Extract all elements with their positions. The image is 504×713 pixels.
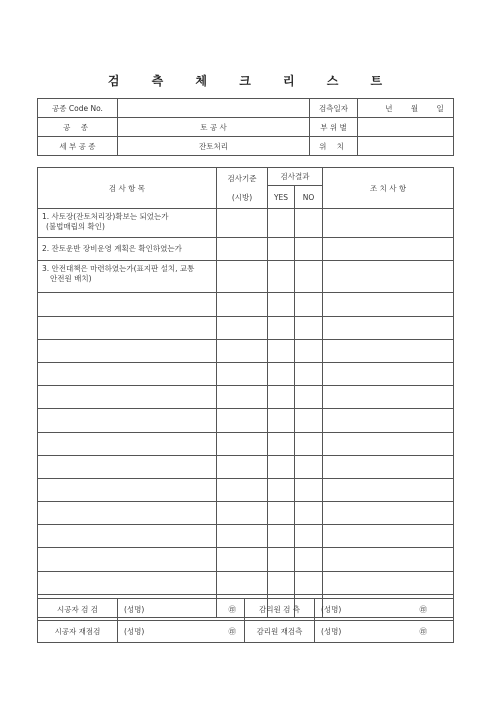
standard-cell[interactable] (217, 432, 268, 455)
item-cell[interactable] (38, 455, 217, 478)
name-placeholder: (성명) (124, 627, 145, 636)
seal-icon: ㊞ (419, 605, 427, 614)
item-cell[interactable] (38, 525, 217, 548)
name-placeholder: (성명) (124, 605, 145, 614)
yes-cell[interactable] (268, 409, 295, 432)
location-value[interactable] (358, 137, 454, 156)
standard-cell[interactable] (217, 261, 268, 293)
sub-work-label: 세 부 공 종 (38, 137, 118, 156)
blank-row (38, 478, 454, 501)
yes-cell[interactable] (268, 293, 295, 316)
no-cell[interactable] (295, 455, 323, 478)
contractor-recheck-signature[interactable] (118, 621, 245, 643)
blank-row (38, 432, 454, 455)
item-cell[interactable] (38, 386, 217, 409)
yes-cell[interactable] (268, 525, 295, 548)
check-item-3-line2: 안전원 배치) (50, 274, 92, 284)
item-cell[interactable] (38, 409, 217, 432)
project-code-label: 공종 Code No. (38, 99, 118, 118)
check-item-3 (38, 261, 217, 293)
item-cell[interactable] (38, 362, 217, 385)
item-cell[interactable] (38, 478, 217, 501)
standard-cell[interactable] (217, 386, 268, 409)
blank-row (38, 386, 454, 409)
blank-row (38, 362, 454, 385)
action-cell[interactable] (323, 455, 454, 478)
no-cell[interactable] (295, 409, 323, 432)
contractor-recheck-label: 시공자 재점검 (38, 621, 118, 643)
date-day: 일 (436, 103, 444, 113)
col-header-standard-line1: 검사기준 (227, 174, 257, 184)
action-cell[interactable] (323, 478, 454, 501)
header-info-table (37, 98, 454, 156)
check-item-1-line1: 1. 사토장(잔토처리장)확보는 되었는가 (42, 212, 169, 222)
blank-row (38, 502, 454, 525)
blank-row (38, 293, 454, 316)
col-header-standard-line2: (시방) (231, 193, 253, 203)
blank-row (38, 409, 454, 432)
location-label: 위 치 (310, 137, 358, 156)
no-cell[interactable] (295, 238, 323, 261)
item-cell[interactable] (38, 316, 217, 339)
standard-cell[interactable] (217, 293, 268, 316)
no-cell[interactable] (295, 261, 323, 293)
no-cell[interactable] (295, 502, 323, 525)
action-cell[interactable] (323, 409, 454, 432)
part-label: 부 위 별 (310, 118, 358, 137)
standard-cell[interactable] (217, 409, 268, 432)
action-cell[interactable] (323, 293, 454, 316)
standard-cell[interactable] (217, 316, 268, 339)
work-type-value: 토 공 사 (118, 118, 310, 137)
no-cell[interactable] (295, 293, 323, 316)
action-cell[interactable] (323, 525, 454, 548)
col-header-yes: YES (268, 186, 295, 209)
no-cell[interactable] (295, 209, 323, 238)
inspection-date-value[interactable] (358, 99, 454, 118)
col-header-action: 조 치 사 항 (323, 168, 454, 209)
item-cell[interactable] (38, 293, 217, 316)
yes-cell[interactable] (268, 478, 295, 501)
action-cell[interactable] (323, 548, 454, 571)
supervisor-check-signature[interactable] (315, 599, 454, 621)
no-cell[interactable] (295, 548, 323, 571)
part-value[interactable] (358, 118, 454, 137)
seal-icon: ㊞ (228, 605, 236, 614)
seal-icon: ㊞ (228, 627, 236, 636)
col-header-standard (217, 168, 268, 209)
supervisor-recheck-signature[interactable] (315, 621, 454, 643)
sub-work-value: 잔토처리 (118, 137, 310, 156)
yes-cell[interactable] (268, 209, 295, 238)
action-cell[interactable] (323, 386, 454, 409)
blank-row (38, 525, 454, 548)
check-item-1-line2: (불법매립의 확인) (46, 222, 105, 232)
no-cell[interactable] (295, 362, 323, 385)
no-cell[interactable] (295, 478, 323, 501)
blank-row (38, 339, 454, 362)
blank-row (38, 316, 454, 339)
item-cell[interactable] (38, 502, 217, 525)
date-year: 년 (385, 103, 393, 113)
standard-cell[interactable] (217, 525, 268, 548)
yes-cell[interactable] (268, 502, 295, 525)
action-cell[interactable] (323, 209, 454, 238)
standard-cell[interactable] (217, 548, 268, 571)
signature-table (37, 598, 454, 643)
project-code-value[interactable] (118, 99, 310, 118)
action-cell[interactable] (323, 571, 454, 594)
no-cell[interactable] (295, 316, 323, 339)
standard-cell[interactable] (217, 502, 268, 525)
contractor-check-signature[interactable] (118, 599, 245, 621)
standard-cell[interactable] (217, 455, 268, 478)
col-header-result: 검사결과 (268, 168, 323, 186)
supervisor-recheck-label: 감리원 재검측 (245, 621, 315, 643)
blank-row (38, 571, 454, 594)
action-cell[interactable] (323, 362, 454, 385)
seal-icon: ㊞ (419, 627, 427, 636)
yes-cell[interactable] (268, 571, 295, 594)
standard-cell[interactable] (217, 571, 268, 594)
blank-row (38, 455, 454, 478)
standard-cell[interactable] (217, 238, 268, 261)
yes-cell[interactable] (268, 238, 295, 261)
contractor-check-label: 시공자 검 검 (38, 599, 118, 621)
yes-cell[interactable] (268, 455, 295, 478)
date-month: 월 (410, 103, 419, 113)
standard-cell[interactable] (217, 209, 268, 238)
supervisor-check-label: 감리원 검 측 (245, 599, 315, 621)
standard-cell[interactable] (217, 362, 268, 385)
document-title: 검 측 체 크 리 스 트 (107, 74, 397, 88)
yes-cell[interactable] (268, 316, 295, 339)
standard-cell[interactable] (217, 478, 268, 501)
no-cell[interactable] (295, 386, 323, 409)
action-cell[interactable] (323, 261, 454, 293)
check-item-1 (38, 209, 217, 238)
item-cell[interactable] (38, 571, 217, 594)
yes-cell[interactable] (268, 339, 295, 362)
action-cell[interactable] (323, 339, 454, 362)
item-cell[interactable] (38, 548, 217, 571)
check-item-2 (38, 238, 217, 261)
col-header-no: NO (295, 186, 323, 209)
work-type-label: 공 종 (38, 118, 118, 137)
yes-cell[interactable] (268, 548, 295, 571)
check-item-2-line1: 2. 잔토운반 장비운영 계획은 확인하였는가 (42, 244, 182, 254)
yes-cell[interactable] (268, 386, 295, 409)
name-placeholder: (성명) (321, 605, 342, 614)
check-item-3-line1: 3. 안전대책은 마련하였는가(표지판 설치, 교통 (42, 264, 195, 274)
name-placeholder: (성명) (321, 627, 342, 636)
action-cell[interactable] (323, 432, 454, 455)
no-cell[interactable] (295, 571, 323, 594)
blank-row (38, 548, 454, 571)
inspection-date-label: 검측일자 (310, 99, 358, 118)
standard-cell[interactable] (217, 339, 268, 362)
action-cell[interactable] (323, 502, 454, 525)
no-cell[interactable] (295, 432, 323, 455)
yes-cell[interactable] (268, 362, 295, 385)
action-cell[interactable] (323, 316, 454, 339)
no-cell[interactable] (295, 339, 323, 362)
yes-cell[interactable] (268, 261, 295, 293)
item-cell[interactable] (38, 432, 217, 455)
col-header-item: 검 사 항 목 (38, 168, 217, 209)
item-cell[interactable] (38, 339, 217, 362)
no-cell[interactable] (295, 525, 323, 548)
action-cell[interactable] (323, 238, 454, 261)
yes-cell[interactable] (268, 432, 295, 455)
checklist-table (37, 167, 454, 618)
